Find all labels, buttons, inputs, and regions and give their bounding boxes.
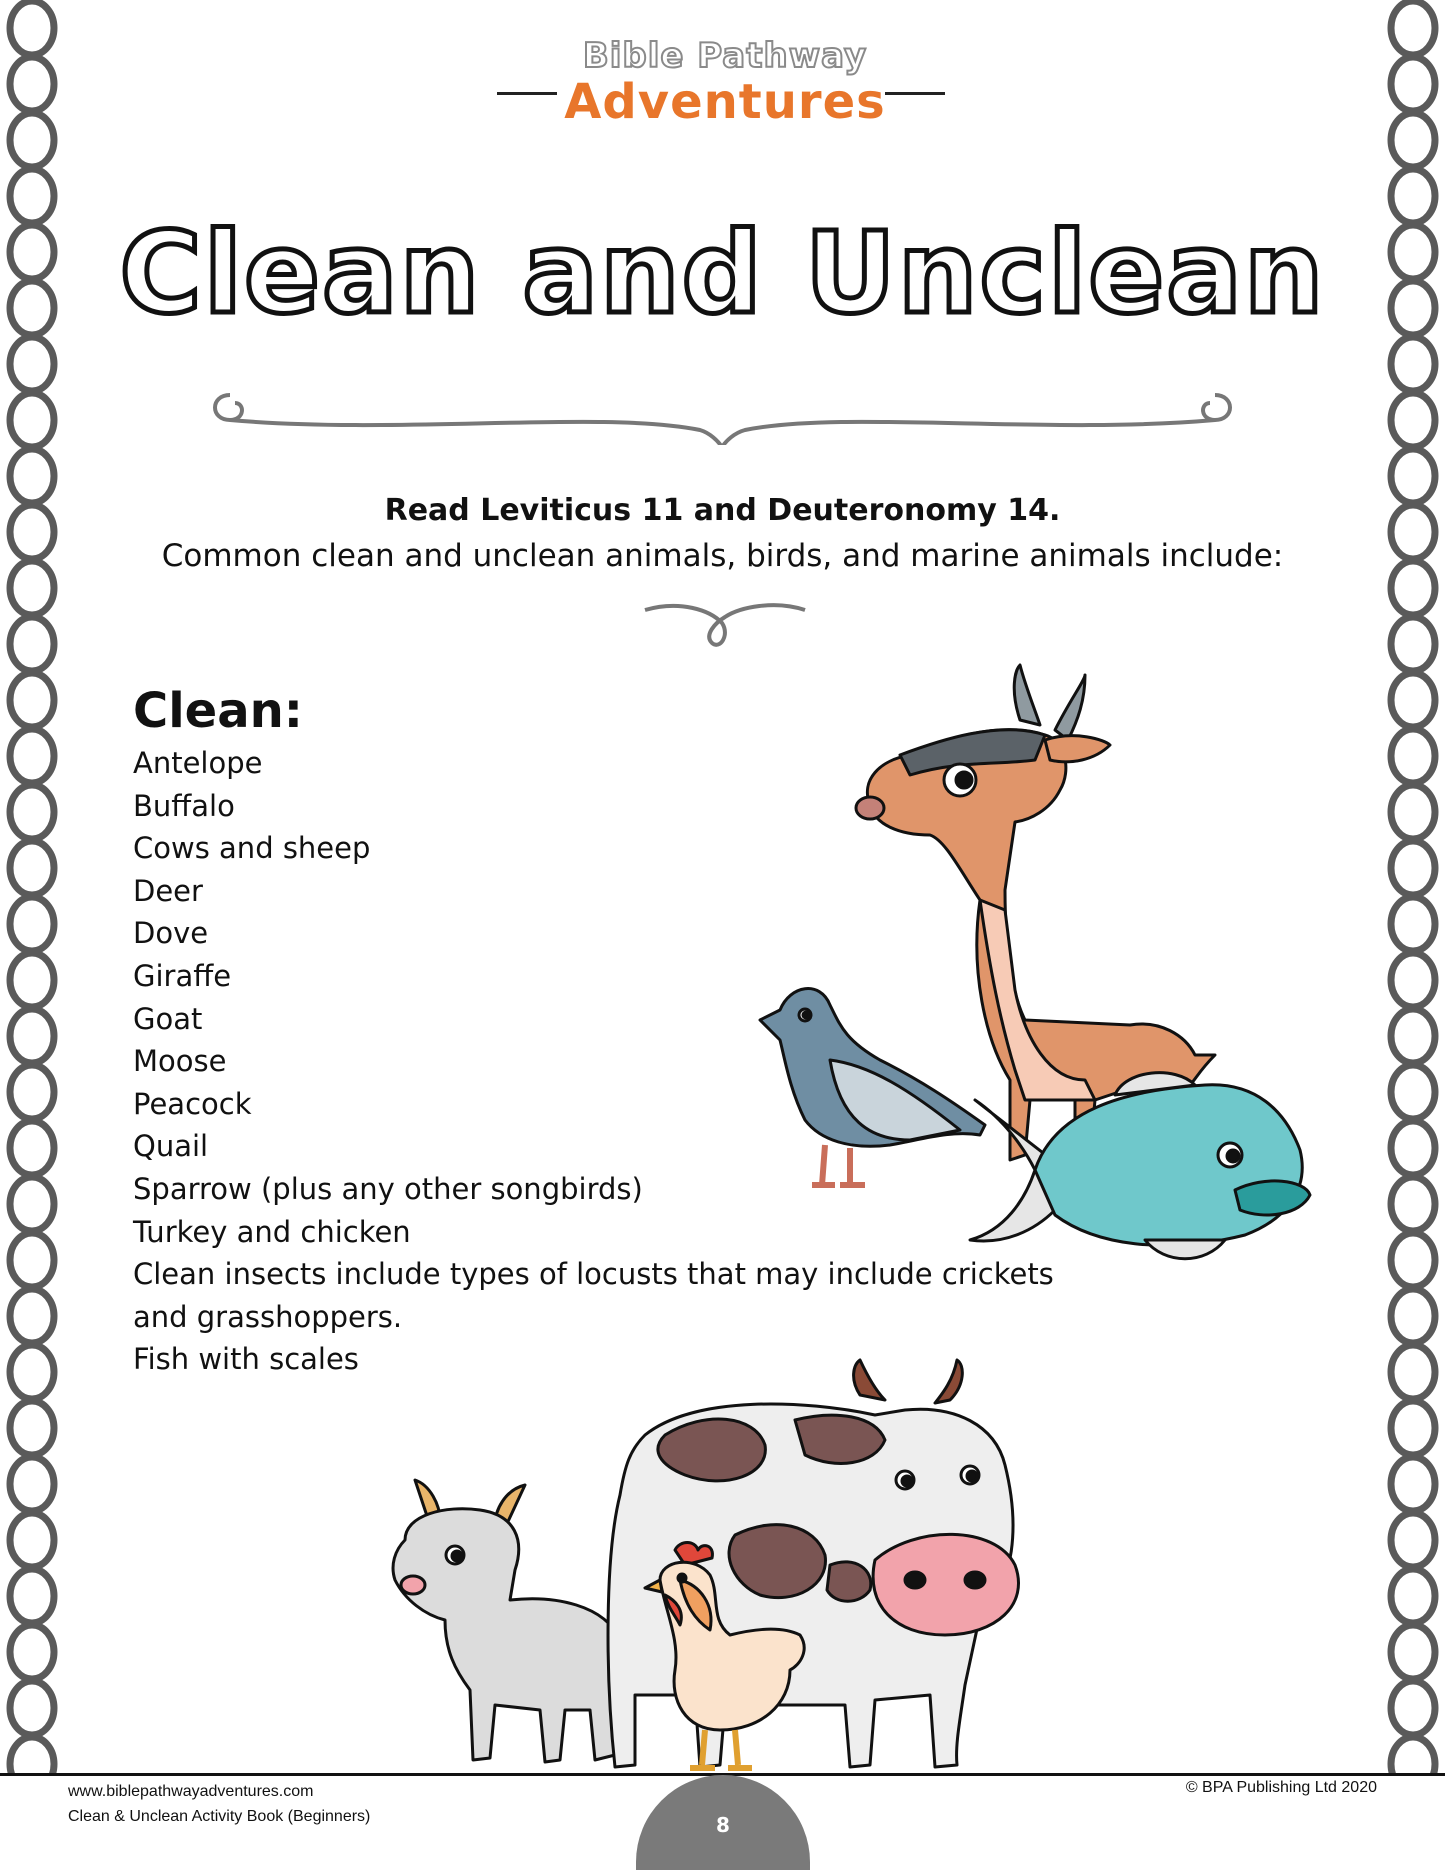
- title-flourish-ornament: [200, 375, 1245, 445]
- website-link[interactable]: www.biblepathwayadventures.com: [68, 1783, 314, 1800]
- list-item: Goat: [133, 1001, 203, 1036]
- bible-pathway-adventures-logo: [490, 34, 960, 144]
- list-item: Cows and sheep: [133, 831, 371, 866]
- footer-left: [68, 1779, 370, 1829]
- book-title: Clean & Unclean Activity Book (Beginners): [68, 1808, 371, 1825]
- list-item: Dove: [133, 916, 209, 951]
- list-item: Fish with scales: [133, 1342, 359, 1377]
- reading-instruction: Read Leviticus 11 and Deuteronomy 14.: [384, 493, 1061, 528]
- page-number: 8: [716, 1813, 730, 1837]
- list-item: Buffalo: [133, 788, 235, 823]
- logo-bottom-text: Adventures: [564, 74, 886, 130]
- page-number-tab: [636, 1775, 810, 1870]
- list-item: Antelope: [133, 746, 263, 780]
- list-item: Giraffe: [133, 958, 232, 993]
- list-item: Moose: [133, 1044, 227, 1079]
- rooster-illustration: [640, 1540, 815, 1775]
- page-title: Clean and Unclean: [119, 209, 1326, 339]
- copyright-notice: © BPA Publishing Ltd 2020: [1185, 1779, 1377, 1796]
- list-item: Sparrow (plus any other songbirds): [133, 1171, 643, 1206]
- logo-top-text: Bible Pathway: [582, 36, 868, 76]
- list-item: Quail: [133, 1129, 209, 1164]
- intro-text: Common clean and unclean animals, birds, and marine animals include:: [161, 538, 1284, 574]
- fish-illustration: [965, 1070, 1315, 1270]
- list-item: Peacock: [133, 1086, 252, 1121]
- list-item: Deer: [133, 873, 203, 908]
- clean-heading: Clean:: [133, 683, 303, 739]
- list-item: Clean insects include types of locusts that may include crickets: [133, 1257, 1054, 1292]
- swirl-ornament: [640, 595, 810, 655]
- list-item: Turkey and chicken: [133, 1214, 411, 1249]
- dove-illustration: [750, 980, 1000, 1200]
- list-item: and grasshoppers.: [133, 1299, 403, 1334]
